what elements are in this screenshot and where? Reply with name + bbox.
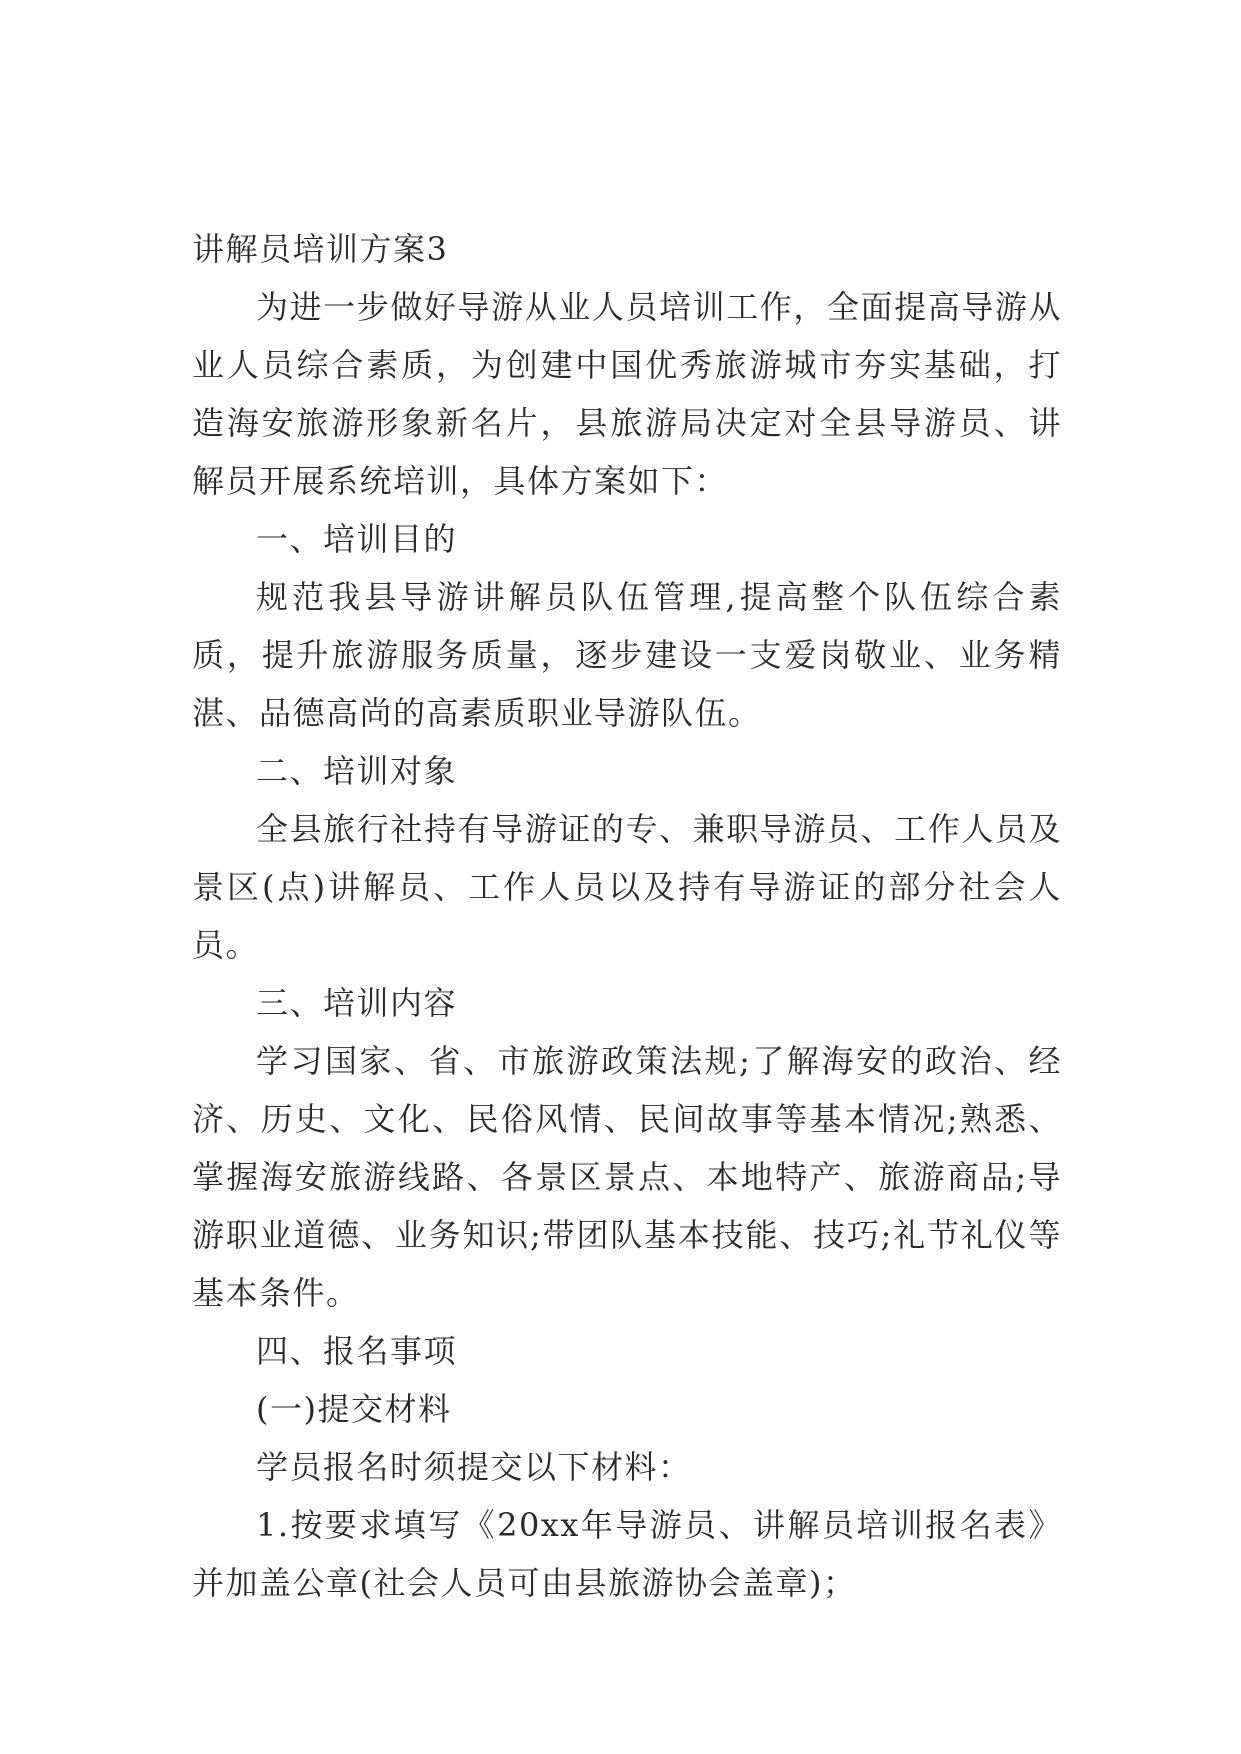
section-body-content: 学习国家、省、市旅游政策法规;了解海安的政治、经济、历史、文化、民俗风情、民间故事等基本情况;熟悉、掌握海安旅游线路、各景区景点、本地特产、旅游商品;导游职业道德、业务知识;带团队基本技能、技巧;礼节礼仪等基本条件。 [192,1042,1062,1312]
document-title: 讲解员培训方案3 [192,230,449,268]
intro-paragraph: 为进一步做好导游从业人员培训工作，全面提高导游从业人员综合素质，为创建中国优秀旅游城市夯实基础，打造海安旅游形象新名片，县旅游局决定对全县导游员、讲解员开展系统培训，具体方案如下： [192,288,1062,500]
document-content [192,220,1062,1612]
section-heading-purpose: 一、培训目的 [256,520,458,558]
materials-intro: 学员报名时须提交以下材料： [256,1448,692,1486]
section-heading-content: 三、培训内容 [256,984,458,1022]
section-body-audience: 全县旅行社持有导游证的专、兼职导游员、工作人员及景区(点)讲解员、工作人员以及持有导游证的部分社会人员。 [192,810,1062,964]
section-heading-registration: 四、报名事项 [256,1332,458,1370]
subheading-materials: (一)提交材料 [256,1390,452,1428]
materials-item-1: 1.按要求填写《20xx年导游员、讲解员培训报名表》并加盖公章(社会人员可由县旅游协会盖章)； [192,1506,1062,1602]
section-body-purpose: 规范我县导游讲解员队伍管理,提高整个队伍综合素质，提升旅游服务质量，逐步建设一支爱岗敬业、业务精湛、品德高尚的高素质职业导游队伍。 [192,578,1062,732]
section-heading-audience: 二、培训对象 [256,752,458,790]
